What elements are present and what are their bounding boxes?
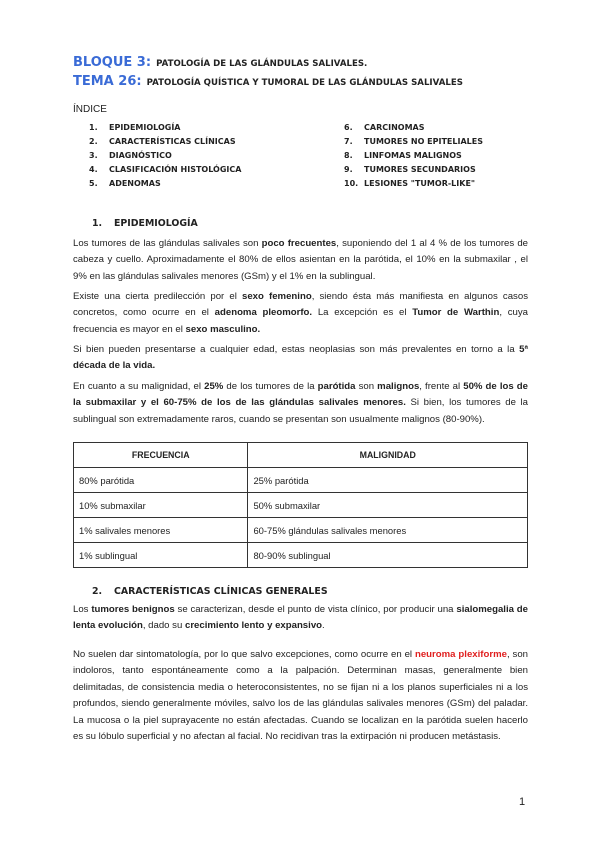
table-cell: 1% sublingual [74, 543, 248, 568]
table-header-row [74, 443, 528, 468]
paragraph: No suelen dar sintomatología, por lo que salvo excepciones, como ocurre en el neuroma plexiforme, son indoloros, tanto espontáneamente como a la palpación. Determinan masas, generalmente bien delimitadas, de consistencia media o heteroconsistentes, no se fijan ni a los planos superficiales ni a los profundos, siendo generalmente móviles, salvo los de las glándulas salivales menores (GSm) del paladar. La mucosa o la piel suprayacente no están afectadas. Cuando se localizan en la parótida suelen hacerlo es su lóbulo superficial y no afectan al facial. No recidivan tras la extirpación ni producen metástasis. [73, 649, 529, 743]
frecuencia-malignidad-table [73, 442, 528, 568]
paragraph: Los tumores de las glándulas salivales son poco frecuentes, suponiendo del 1 al 4 % de los tumores de cabeza y cuello. Aproximadamente el 80% de ellos asientan en la parótida, el 10% en la submaxilar , el 9% en las glándulas salivales menores (GSm) y el 1% en la sublingual. [73, 238, 529, 282]
table-cell: 80-90% sublingual [248, 543, 528, 568]
table-row [74, 543, 528, 568]
toc-item: 4. CLASIFICACIÓN HISTOLÓGICA [89, 165, 242, 174]
bloque-label: BLOQUE 3: [73, 55, 152, 70]
paragraph: Existe una cierta predilección por el sexo femenino, siendo ésta más manifiesta en algunos casos concretos, como ocurre en el adenoma pleomorfo. La excepción es el Tumor de Warthin, cuya frecuencia es mayor en el sexo masculino. [73, 291, 528, 335]
toc-item: 7. TUMORES NO EPITELIALES [344, 137, 483, 146]
table-row [74, 493, 528, 518]
section-heading-caracteristicas: 2. CARACTERÍSTICAS CLÍNICAS GENERALES [92, 586, 328, 597]
page-number: 1 [519, 796, 526, 808]
column-header: MALIGNIDAD [248, 443, 528, 468]
highlight-term: neuroma plexiforme [414, 649, 507, 660]
toc-item: 1. EPIDEMIOLOGÍA [89, 123, 181, 132]
tema-label: TEMA 26: [73, 74, 142, 89]
paragraph: Los tumores benignos se caracterizan, desde el punto de vista clínico, por producir una sialomegalia de lenta evolución, dado su crecimiento lento y expansivo. [73, 604, 528, 632]
table-row [74, 468, 528, 493]
table-cell: 25% parótida [248, 468, 528, 493]
paragraph: En cuanto a su malignidad, el 25% de los tumores de la parótida son malignos, frente al 50% de los de la submaxilar y el 60-75% de los de las glándulas salivales menores. Si bien, los tumores de la sublingual son extremadamente raros, cuando se presentan son usualmente malignos (80-90%). [73, 381, 529, 425]
table-cell: 10% submaxilar [74, 493, 248, 518]
table-cell: 1% salivales menores [74, 518, 248, 543]
table-row [74, 518, 528, 543]
bloque-header [73, 51, 367, 70]
section-heading-epidemiologia: 1. EPIDEMIOLOGÍA [92, 218, 198, 229]
toc-item: 9. TUMORES SECUNDARIOS [344, 165, 476, 174]
toc-item: 2. CARACTERÍSTICAS CLÍNICAS [89, 137, 236, 146]
toc-left-column [89, 121, 241, 191]
toc-item: 6. CARCINOMAS [344, 123, 425, 132]
table-cell: 50% submaxilar [248, 493, 528, 518]
indice-title: ÍNDICE [73, 104, 107, 115]
bloque-title: PATOLOGÍA DE LAS GLÁNDULAS SALIVALES. [156, 59, 368, 69]
toc-item: 8. LINFOMAS MALIGNOS [344, 151, 462, 160]
column-header: FRECUENCIA [74, 443, 248, 468]
table-cell: 60-75% glándulas salivales menores [248, 518, 528, 543]
tema-header [73, 70, 463, 89]
toc-right-column [344, 121, 483, 191]
toc-item: 5. ADENOMAS [89, 179, 161, 188]
table-cell: 80% parótida [74, 468, 248, 493]
toc-item: 3. DIAGNÓSTICO [89, 151, 172, 160]
paragraph: Si bien pueden presentarse a cualquier edad, estas neoplasias son más prevalentes en torno a la 5ª década de la vida. [73, 344, 528, 372]
tema-title: PATOLOGÍA QUÍSTICA Y TUMORAL DE LAS GLÁNDULAS SALIVALES [146, 78, 463, 88]
toc-item: 10. LESIONES "TUMOR-LIKE" [344, 179, 476, 188]
